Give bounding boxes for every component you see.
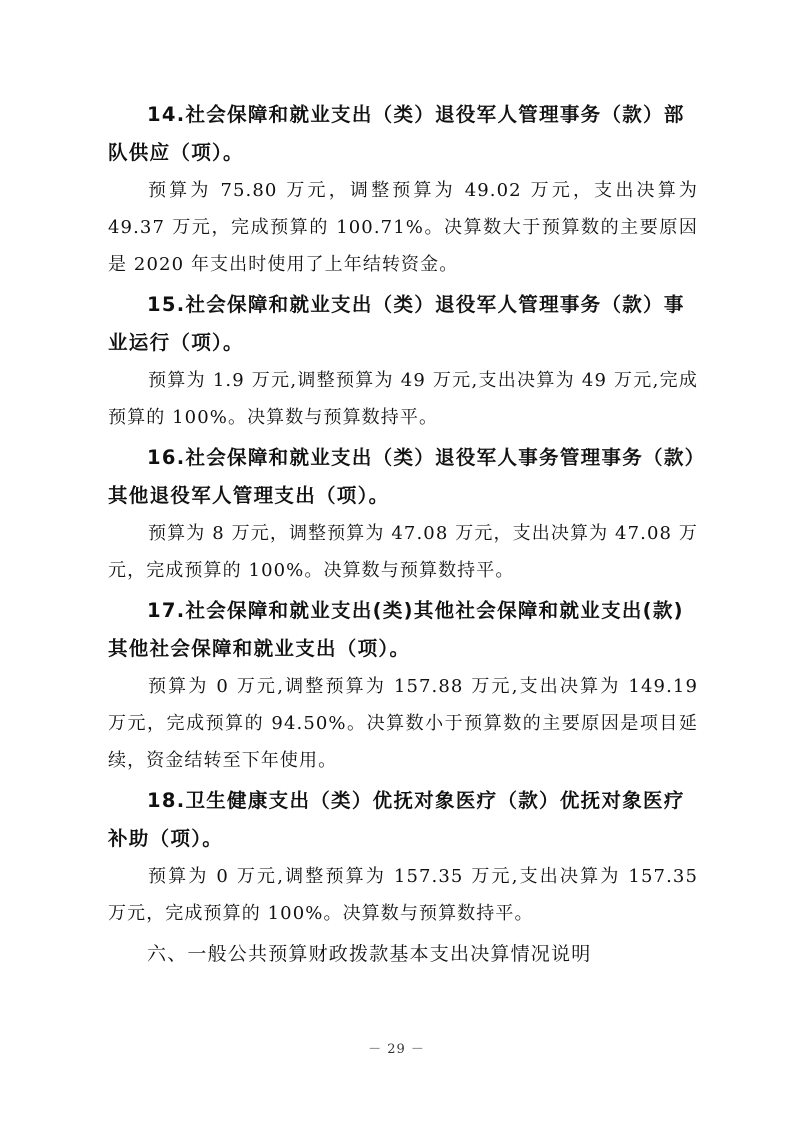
item-17-body: 预算为 0 万元,调整预算为 157.88 万元,支出决算为 149.19 万元，完成预算的 94.50%。决算数小于预算数的主要原因是项目延续，资金结转至下年使用。 (108, 676, 698, 771)
item-17-heading: 17.社会保障和就业支出(类)其他社会保障和就业支出(款)其他社会保障和就业支出（项）。 (108, 599, 684, 660)
page-number: － 29 － (368, 1042, 425, 1057)
item-16-heading: 16.社会保障和就业支出（类）退役军人事务管理事务（款）其他退役军人管理支出（项）。 (108, 446, 696, 507)
item-15-heading: 15.社会保障和就业支出（类）退役军人管理事务（款）事业运行（项）。 (108, 293, 685, 354)
item-18-heading: 18.卫生健康支出（类）优抚对象医疗（款）优抚对象医疗补助（项）。 (108, 789, 685, 850)
item-18-body: 预算为 0 万元,调整预算为 157.35 万元,支出决算为 157.35 万元，完成预算的 100%。决算数与预算数持平。 (108, 866, 698, 924)
section-title: 六、一般公共预算财政拨款基本支出决算情况说明 (147, 943, 592, 965)
item-14-heading: 14.社会保障和就业支出（类）退役军人管理事务（款）部队供应（项）。 (108, 103, 685, 164)
item-14-body: 预算为 75.80 万元，调整预算为 49.02 万元，支出决算为 49.37 万元，完成预算的 100.71%。决算数大于预算数的主要原因是 2020 年支出时使用了上年结转资金。 (108, 180, 698, 275)
item-15-body: 预算为 1.9 万元,调整预算为 49 万元,支出决算为 49 万元,完成预算的 100%。决算数与预算数持平。 (108, 370, 698, 428)
item-16-body: 预算为 8 万元，调整预算为 47.08 万元，支出决算为 47.08 万元，完成预算的 100%。决算数与预算数持平。 (108, 523, 698, 581)
document-page (108, 96, 698, 973)
